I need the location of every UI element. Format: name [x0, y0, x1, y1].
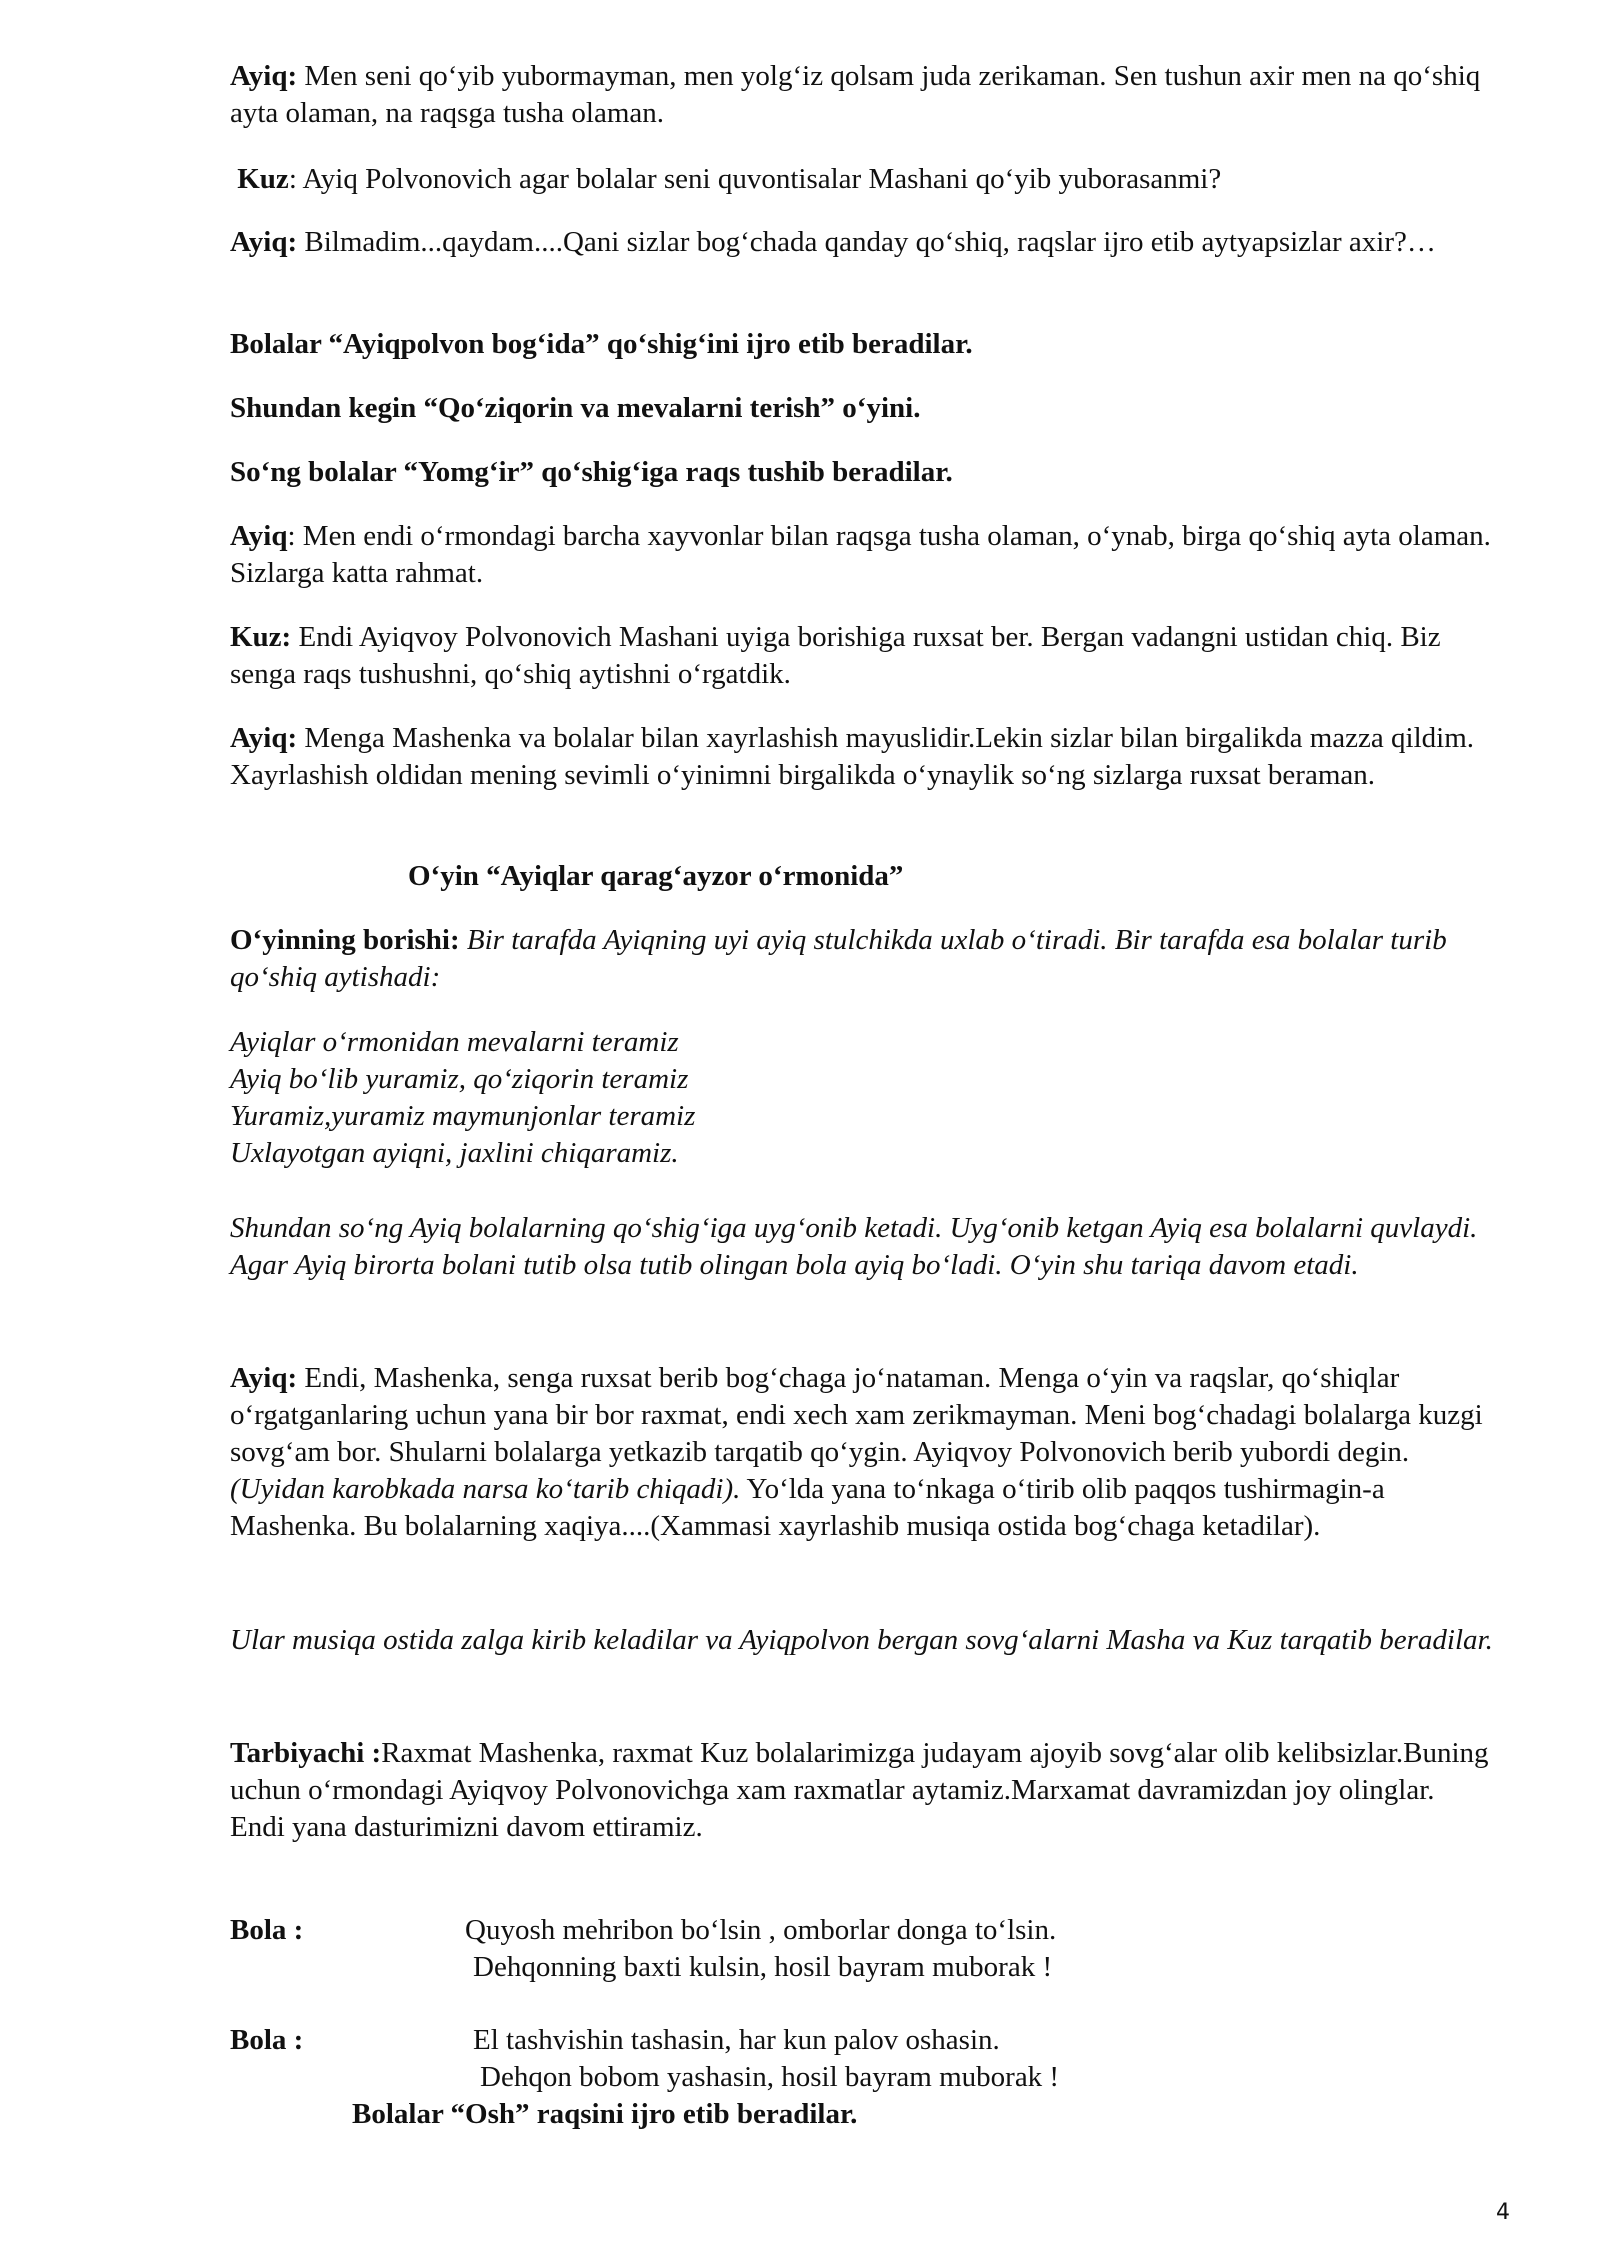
stage-direction-dance: So‘ng bolalar “Yomg‘ir” qo‘shig‘iga raqs tushib beradilar.: [230, 456, 953, 488]
song-stanza: [230, 1024, 1495, 1172]
verse2-speaker: Bola :: [230, 2024, 304, 2056]
verse1-speaker: Bola :: [230, 1914, 304, 1946]
speaker-label: Kuz: [237, 163, 289, 195]
paragraph-bear-5: [230, 1360, 1495, 1545]
verse2-line2: Dehqon bobom yashasin, hosil bayram muborak !: [480, 2061, 1060, 2093]
dialogue-text: : Ayiq Polvonovich agar bolalar seni quvontisalar Mashani qo‘yib yuborasanmi?: [288, 163, 1222, 195]
dialogue-text: Yo‘lda yana to‘nkaga o‘tirib olib paqqos tushirmagin-a Mashenka. Bu bolalarning xaqiya....(Xammasi xayrlashib musiqa ostida bog‘chaga ketadilar).: [230, 1473, 1385, 1542]
game-label: O‘yinning borishi:: [230, 924, 460, 956]
closing-stage-direction: Bolalar “Osh” raqsini ijro etib beradilar.: [352, 2098, 858, 2130]
stanza-line: Yuramiz,yuramiz maymunjonlar teramiz: [230, 1100, 696, 1132]
dialogue-text: Bilmadim...qaydam....Qani sizlar bog‘chada qanday qo‘shiq, raqslar ijro etib aytyapsizlar axir?…: [297, 226, 1436, 258]
stage-direction-game: Shundan kegin “Qo‘ziqorin va mevalarni terish” o‘yini.: [230, 392, 921, 424]
stage-remark: (Uyidan karobkada narsa ko‘tarib chiqadi).: [230, 1473, 741, 1505]
paragraph-teacher: [230, 1735, 1495, 1846]
dialogue-text: Raxmat Mashenka, raxmat Kuz bolalarimizga judayam ajoyib sovg‘alar olib kelibsizlar.Buning uchun o‘rmondagi Ayiqvoy Polvonovichga xam raxmatlar aytamiz.Marxamat davramizdan joy olinglar. Endi yana dasturimizni davom ettiramiz.: [230, 1737, 1489, 1843]
speaker-label: Kuz:: [230, 621, 292, 653]
game-description: [230, 922, 1495, 996]
speaker-label: Ayiq: [230, 520, 288, 552]
verse2-line1: El tashvishin tashasin, har kun palov oshasin.: [473, 2024, 1000, 2056]
paragraph-bear-4: [230, 720, 1495, 794]
speaker-label: Tarbiyachi :: [230, 1737, 382, 1769]
page-number: 4: [1496, 2200, 1510, 2225]
speaker-label: Ayiq:: [230, 226, 298, 258]
stage-direction-song: Bolalar “Ayiqpolvon bog‘ida” qo‘shig‘ini ijro etib beradilar.: [230, 328, 973, 360]
speaker-label: Ayiq:: [230, 60, 298, 92]
dialogue-text: Endi Ayiqvoy Polvonovich Mashani uyiga borishiga ruxsat ber. Bergan vadangni ustidan chiq. Biz senga raqs tushushni, qo‘shiq aytishni o‘rgatdik.: [230, 621, 1441, 690]
dialogue-text: Men seni qo‘yib yubormayman, men yolg‘iz qolsam juda zerikaman. Sen tushun axir men na qo‘shiq ayta olaman, na raqsga tusha olaman.: [230, 60, 1481, 129]
dialogue-text: Menga Mashenka va bolalar bilan xayrlashish mayuslidir.Lekin sizlar bilan birgalikda mazza qildim. Xayrlashish oldidan mening sevimli o‘yinimni birgalikda o‘ynaylik so‘ng sizlarga ruxsat beraman.: [230, 722, 1475, 791]
game-text: Bir tarafda Ayiqning uyi ayiq stulchikda uxlab o‘tiradi. Bir tarafda esa bolalar turib qo‘shiq aytishadi:: [230, 924, 1447, 993]
game-title: O‘yin “Ayiqlar qarag‘ayzor o‘rmonida”: [408, 860, 904, 892]
stanza-line: Ayiqlar o‘rmonidan mevalarni teramiz: [230, 1026, 679, 1058]
verse1-line1: Quyosh mehribon bo‘lsin , omborlar donga to‘lsin.: [465, 1914, 1057, 1946]
game-rules: Shundan so‘ng Ayiq bolalarning qo‘shig‘iga uyg‘onib ketadi. Uyg‘onib ketgan Ayiq esa bolalarni quvlaydi. Agar Ayiq birorta bolani tutib olsa tutib olingan bola ayiq bo‘ladi. O‘yin shu tariqa davom etadi.: [230, 1212, 1478, 1281]
paragraph-bear-2: [230, 224, 1495, 261]
gift-remark: Ular musiqa ostida zalga kirib keladilar va Ayiqpolvon bergan sovg‘alarni Masha va Kuz tarqatib beradilar.: [230, 1624, 1493, 1656]
stanza-line: Uxlayotgan ayiqni, jaxlini chiqaramiz.: [230, 1137, 679, 1169]
verse1-line2: Dehqonning baxti kulsin, hosil bayram muborak !: [473, 1951, 1053, 1983]
paragraph-autumn-2: [230, 619, 1495, 693]
speaker-label: Ayiq:: [230, 1362, 298, 1394]
dialogue-text: : Men endi o‘rmondagi barcha xayvonlar bilan raqsga tusha olaman, o‘ynab, birga qo‘shiq ayta olaman. Sizlarga katta rahmat.: [230, 520, 1491, 589]
stanza-line: Ayiq bo‘lib yuramiz, qo‘ziqorin teramiz: [230, 1063, 689, 1095]
paragraph-autumn-1: [230, 161, 1495, 198]
paragraph-bear-3: [230, 518, 1495, 592]
speaker-label: Ayiq:: [230, 722, 298, 754]
paragraph-bear-1: [230, 58, 1495, 132]
dialogue-text: Endi, Mashenka, senga ruxsat berib bog‘chaga jo‘nataman. Menga o‘yin va raqslar, qo‘shiqlar o‘rgatganlaring uchun yana bir bor raxmat, endi xech xam zerikmayman. Meni bog‘chadagi bolalarga kuzgi sovg‘am bor. Shularni bolalarga yetkazib tarqatib qo‘ygin. Ayiqvoy Polvonovich berib yubordi degin.: [230, 1362, 1483, 1468]
